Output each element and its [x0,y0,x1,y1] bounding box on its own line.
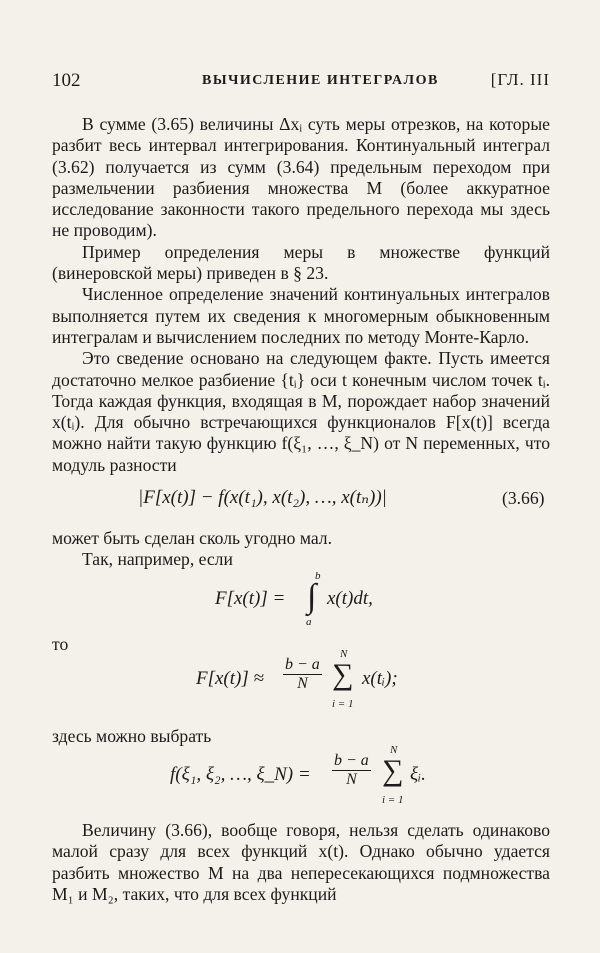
f-sum-sign-icon: ∑ [382,754,404,787]
paragraph-example-if: Так, например, если [82,549,233,570]
integral-sign-icon: ∫ [307,578,317,615]
approx-rhs: x(tᵢ); [362,668,398,689]
text-block-bottom [52,820,550,905]
paragraph-choose: здесь можно выбрать [52,726,212,746]
paragraph-small-difference: может быть сделан сколь угодно мал. [52,528,332,548]
f-numerator: b − a [334,752,369,769]
f-lhs: f(ξ₁, ξ₂, …, ξ_N) = [170,764,311,785]
f-fraction [332,752,371,789]
sum-sign-icon: ∑ [332,658,354,691]
approx-fraction [283,656,322,693]
integral-lhs: F[x(t)] = [215,588,286,609]
integral-lower-limit: a [306,616,312,628]
approx-denominator: N [297,675,308,692]
approx-sum-upper: N [340,648,348,660]
text-block-top [52,114,550,476]
page-number: 102 [52,70,81,91]
equation-approximation [196,648,456,720]
approx-sum-lower: i = 1 [332,698,354,710]
approx-lhs: F[x(t)] ≈ [196,668,264,689]
integral-rhs: x(t)dt, [327,588,373,609]
f-denominator: N [346,771,357,788]
equation-integral [215,570,415,630]
paragraph-measure-segments: В сумме (3.65) величины Δxᵢ суть меры отрезков, на которые разбит весь интервал интегрирования. Континуальный интеграл (3.62) получается из сумм (3.64) предельным переходом при размельчении разбиения множества M (более аккуратное исследование законности такого предельного перехода мы здесь не проводим). [52,114,550,241]
chapter-label: [ГЛ. III [490,70,550,89]
paragraph-wiener-measure: Пример определения меры в множестве функций (винеровской меры) приведен в § 23. [52,241,550,284]
paragraph-subsets: Величину (3.66), вообще говоря, нельзя сделать одинаково малой сразу для всех функций x(t). Однако обычно удается разбить множество M на два непересекающихся подмножества M₁ и M₂, таких, что для всех функций [52,820,550,904]
paragraph-to: то [52,634,69,654]
f-sum-lower: i = 1 [382,794,404,806]
equation-f-definition [170,744,450,816]
paragraph-reduction-fact: Это сведение основано на следующем факте. Пусть имеется достаточно мелкое разбиение {tᵢ} оси t конечным числом точек tᵢ. Тогда каждая функция, входящая в M, порождает набор значений x(tᵢ). Для обычно встречающихся функционалов F[x(t)] всегда можно найти такую функцию f(ξ₁, …, ξ_N) от N переменных, что модуль разности [52,348,550,475]
f-sum-upper: N [390,744,398,756]
f-rhs: ξᵢ. [410,764,426,785]
equation-label-3-66: (3.66) [502,488,545,508]
approx-numerator: b − a [285,656,320,673]
text-block-middle [52,528,550,571]
page-header [52,70,550,96]
running-title: ВЫЧИСЛЕНИЕ ИНТЕГРАЛОВ [202,73,439,88]
paragraph-numerical-definition: Численное определение значений континуальных интегралов выполняется путем их сведения к многомерным обыкновенным интегралам и вычислением последних по методу Монте-Карло. [52,284,550,347]
integral-upper-limit: b [315,570,321,582]
equation-3-66: |F[x(t)] − f(x(t₁), x(t₂), …, x(tₙ))| [138,487,387,508]
